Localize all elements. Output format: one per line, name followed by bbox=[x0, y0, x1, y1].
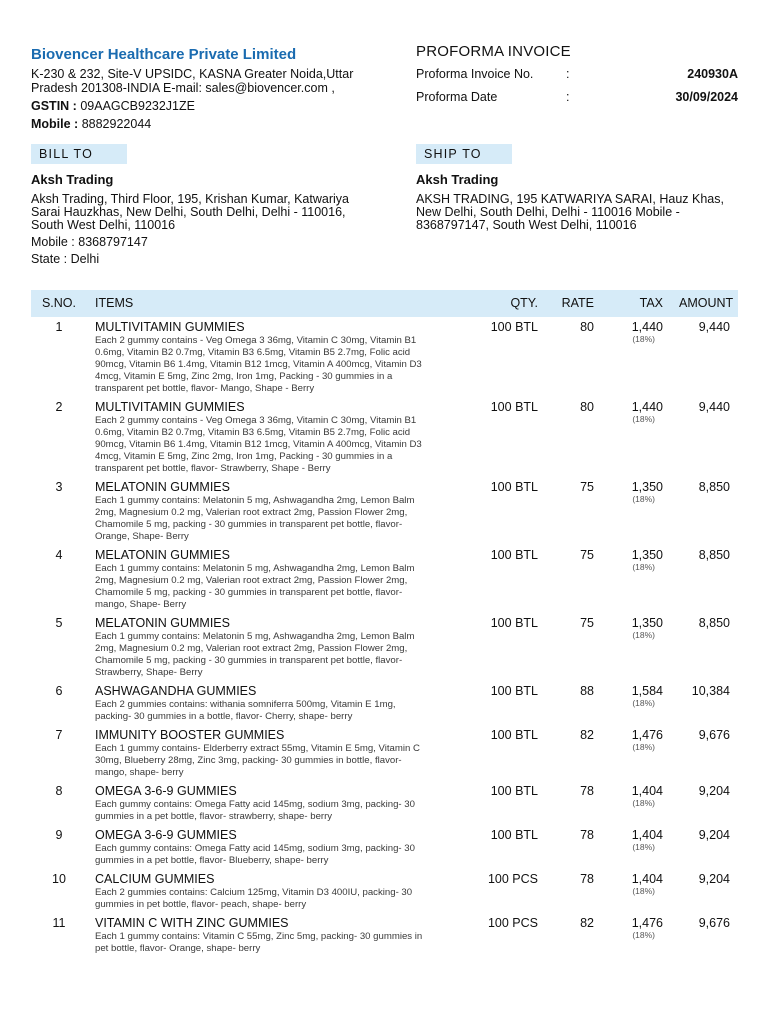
row-amount-text: 8,850 bbox=[698, 616, 730, 630]
item-description: Each 1 gummy contains: Vitamin C 55mg, Zinc 5mg, packing- 30 gummies in pet bottle, flavor- Orange, shape- berry bbox=[95, 931, 423, 954]
row-sno bbox=[31, 913, 87, 957]
row-qty bbox=[437, 913, 546, 957]
row-sno-text: 8 bbox=[55, 784, 63, 798]
ship-to-name: Aksh Trading bbox=[416, 172, 499, 187]
tax-rate: (18%) bbox=[632, 742, 655, 752]
items-table-header bbox=[31, 290, 738, 317]
row-rate-text: 80 bbox=[580, 400, 594, 414]
row-sno-text: 2 bbox=[55, 400, 63, 414]
tax-amount: 1,350 bbox=[631, 480, 663, 494]
row-tax bbox=[602, 317, 671, 397]
row-item bbox=[87, 397, 437, 477]
header-tax: TAX bbox=[639, 296, 663, 310]
tax-amount: 1,476 bbox=[631, 916, 663, 930]
row-tax bbox=[602, 681, 671, 725]
row-item bbox=[87, 681, 437, 725]
row-qty-text: 100 BTL bbox=[490, 684, 538, 698]
row-item bbox=[87, 869, 437, 913]
row-amount bbox=[671, 681, 738, 725]
bill-to-block bbox=[31, 171, 361, 266]
row-rate-text: 78 bbox=[580, 784, 594, 798]
item-title: MELATONIN GUMMIES bbox=[95, 616, 230, 630]
header-qty: QTY. bbox=[510, 296, 538, 310]
row-tax bbox=[602, 869, 671, 913]
row-sno-text: 7 bbox=[55, 728, 63, 742]
tax-rate: (18%) bbox=[632, 930, 655, 940]
item-description: Each 1 gummy contains- Elderberry extract 55mg, Vitamin E 5mg, Vitamin C 30mg, Blueberry 28mg, Zinc 3mg, packing- 30 gummies in bottle, flavor- mango, shape- berry bbox=[95, 743, 420, 778]
item-title: IMMUNITY BOOSTER GUMMIES bbox=[95, 728, 285, 742]
row-amount-text: 8,850 bbox=[698, 548, 730, 562]
tax-amount: 1,404 bbox=[631, 872, 663, 886]
items-table bbox=[31, 290, 738, 957]
table-row bbox=[31, 825, 738, 869]
row-sno bbox=[31, 477, 87, 545]
row-sno bbox=[31, 725, 87, 781]
row-amount-text: 9,204 bbox=[698, 828, 730, 842]
tax-rate: (18%) bbox=[632, 630, 655, 640]
row-qty bbox=[437, 317, 546, 397]
row-tax bbox=[602, 781, 671, 825]
row-qty-text: 100 BTL bbox=[490, 828, 538, 842]
ship-to-tag: SHIP TO bbox=[416, 144, 512, 164]
row-rate bbox=[546, 545, 602, 613]
row-sno-text: 5 bbox=[55, 616, 63, 630]
row-rate-text: 78 bbox=[580, 872, 594, 886]
tax-amount: 1,440 bbox=[631, 320, 663, 334]
table-row bbox=[31, 913, 738, 957]
tax-rate: (18%) bbox=[632, 562, 655, 572]
row-amount-text: 8,850 bbox=[698, 480, 730, 494]
row-tax bbox=[602, 725, 671, 781]
table-row bbox=[31, 477, 738, 545]
item-title: MELATONIN GUMMIES bbox=[95, 548, 230, 562]
row-sno-text: 1 bbox=[55, 320, 63, 334]
company-address: K-230 & 232, Site-V UPSIDC, KASNA Greater Noida,Uttar Pradesh 201308-INDIA E-mail: sales@biovencer.com , bbox=[31, 67, 354, 95]
row-rate bbox=[546, 613, 602, 681]
mobile-value: 8882922044 bbox=[81, 117, 152, 131]
row-qty-text: 100 BTL bbox=[490, 400, 538, 414]
tax-rate: (18%) bbox=[632, 698, 655, 708]
row-amount-text: 9,440 bbox=[698, 400, 730, 414]
row-amount bbox=[671, 781, 738, 825]
item-title: MULTIVITAMIN GUMMIES bbox=[95, 320, 245, 334]
tax-rate: (18%) bbox=[632, 842, 655, 852]
bill-to-name: Aksh Trading bbox=[31, 172, 114, 187]
row-qty-text: 100 BTL bbox=[490, 616, 538, 630]
row-qty bbox=[437, 545, 546, 613]
invoice-number-row bbox=[416, 64, 738, 85]
item-description: Each 2 gummy contains - Veg Omega 3 36mg, Vitamin C 30mg, Vitamin B1 0.6mg, Vitamin B2 0.7mg, Vitamin B3 6.5mg, Vitamin B5 2.7mg, Folic acid 90mcg, Vitamin B6 1.4mg, Vitamin B12 1mcg, Vitamin A 400mcg, Vitamin D3 4mcg, Vitamin E 5mg, Zinc 2mg, Iron 1mg, Packing - 30 gummies in a transparent pet bottle, flavor- Strawberry, Shape - Berry bbox=[95, 415, 422, 474]
item-description: Each 1 gummy contains: Melatonin 5 mg, Ashwagandha 2mg, Lemon Balm 2mg, Magnesium 0.2 mg, Valerian root extract 2mg, Passion Flower 2mg, Chamomile 5 mg, packing - 30 gummies in transparent pet bottle, flavor- mango, Shape- Berry bbox=[95, 563, 415, 610]
row-item bbox=[87, 613, 437, 681]
row-sno bbox=[31, 781, 87, 825]
row-amount bbox=[671, 825, 738, 869]
item-title: CALCIUM GUMMIES bbox=[95, 872, 215, 886]
invoice-number-label: Proforma Invoice No. bbox=[416, 67, 534, 81]
row-qty-text: 100 PCS bbox=[487, 916, 538, 930]
row-item bbox=[87, 477, 437, 545]
invoice-date-row bbox=[416, 87, 738, 108]
table-row bbox=[31, 869, 738, 913]
row-amount bbox=[671, 869, 738, 913]
tax-rate: (18%) bbox=[632, 334, 655, 344]
row-amount bbox=[671, 913, 738, 957]
items-table-body bbox=[31, 317, 738, 957]
row-amount-text: 9,204 bbox=[698, 872, 730, 886]
gstin-value: 09AAGCB9232J1ZE bbox=[80, 99, 195, 113]
row-sno bbox=[31, 397, 87, 477]
row-sno-text: 11 bbox=[52, 916, 66, 930]
ship-to-address: AKSH TRADING, 195 KATWARIYA SARAI, Hauz Khas, New Delhi, South Delhi, Delhi - 110016 Mobile - 8368797147, South West Delhi, 110016 bbox=[416, 192, 724, 232]
row-rate-text: 75 bbox=[580, 548, 594, 562]
row-tax bbox=[602, 613, 671, 681]
row-rate-text: 82 bbox=[580, 728, 594, 742]
item-title: OMEGA 3-6-9 GUMMIES bbox=[95, 828, 237, 842]
row-rate bbox=[546, 477, 602, 545]
item-description: Each gummy contains: Omega Fatty acid 145mg, sodium 3mg, packing- 30 gummies in a pet bottle, flavor- strawberry, shape- berry bbox=[95, 799, 415, 822]
row-rate bbox=[546, 397, 602, 477]
row-rate-text: 75 bbox=[580, 480, 594, 494]
row-amount bbox=[671, 545, 738, 613]
row-tax bbox=[602, 913, 671, 957]
bill-to-mobile-value: 8368797147 bbox=[78, 235, 148, 249]
company-block bbox=[31, 45, 381, 131]
company-gstin bbox=[31, 99, 381, 113]
row-amount-text: 9,440 bbox=[698, 320, 730, 334]
row-amount bbox=[671, 317, 738, 397]
row-item bbox=[87, 781, 437, 825]
tax-amount: 1,584 bbox=[631, 684, 663, 698]
row-rate bbox=[546, 913, 602, 957]
invoice-number-colon: : bbox=[566, 67, 570, 81]
header-amount: AMOUNT bbox=[679, 296, 734, 310]
row-item bbox=[87, 913, 437, 957]
bill-to-state bbox=[31, 252, 361, 266]
row-sno bbox=[31, 825, 87, 869]
company-name: Biovencer Healthcare Private Limited bbox=[31, 46, 297, 63]
table-row bbox=[31, 317, 738, 397]
table-row bbox=[31, 781, 738, 825]
row-amount bbox=[671, 397, 738, 477]
row-amount-text: 9,204 bbox=[698, 784, 730, 798]
tax-amount: 1,404 bbox=[631, 784, 663, 798]
row-qty bbox=[437, 681, 546, 725]
tax-rate: (18%) bbox=[632, 494, 655, 504]
row-amount bbox=[671, 613, 738, 681]
row-amount-text: 9,676 bbox=[698, 728, 730, 742]
row-qty bbox=[437, 613, 546, 681]
tax-rate: (18%) bbox=[632, 414, 655, 424]
row-rate bbox=[546, 317, 602, 397]
invoice-date-label: Proforma Date bbox=[416, 90, 498, 104]
mobile-label: Mobile : bbox=[31, 117, 79, 131]
bill-to-mobile bbox=[31, 235, 361, 249]
row-qty-text: 100 PCS bbox=[487, 872, 538, 886]
row-sno bbox=[31, 869, 87, 913]
row-rate bbox=[546, 781, 602, 825]
row-tax bbox=[602, 825, 671, 869]
tax-amount: 1,440 bbox=[631, 400, 663, 414]
bill-to-tag: BILL TO bbox=[31, 144, 127, 164]
row-sno bbox=[31, 317, 87, 397]
item-description: Each 2 gummies contains: withania somniferra 500mg, Vitamin E 1mg, packing- 30 gummies in a bottle, flavor- Cherry, shape- berry bbox=[95, 699, 396, 722]
proforma-title: PROFORMA INVOICE bbox=[416, 43, 571, 60]
table-row bbox=[31, 725, 738, 781]
row-sno-text: 4 bbox=[55, 548, 63, 562]
invoice-number-value: 240930A bbox=[687, 67, 738, 81]
bill-to-mobile-label: Mobile : bbox=[31, 235, 75, 249]
item-description: Each 1 gummy contains: Melatonin 5 mg, Ashwagandha 2mg, Lemon Balm 2mg, Magnesium 0.2 mg, Valerian root extract 2mg, Passion Flower 2mg, Chamomile 5 mg, packing - 30 gummies in transparent pet bottle, flavor- Orange, Shape- Berry bbox=[95, 495, 415, 542]
row-sno-text: 3 bbox=[55, 480, 63, 494]
invoice-date-colon: : bbox=[566, 90, 570, 104]
row-rate-text: 88 bbox=[580, 684, 594, 698]
row-qty-text: 100 BTL bbox=[490, 548, 538, 562]
tax-amount: 1,350 bbox=[631, 616, 663, 630]
row-qty-text: 100 BTL bbox=[490, 480, 538, 494]
row-sno bbox=[31, 545, 87, 613]
row-amount-text: 10,384 bbox=[691, 684, 730, 698]
row-rate bbox=[546, 825, 602, 869]
item-description: Each 2 gummies contains: Calcium 125mg, Vitamin D3 400IU, packing- 30 gummies in pet bottle, flavor- peach, shape- berry bbox=[95, 887, 413, 910]
row-qty bbox=[437, 725, 546, 781]
row-rate bbox=[546, 869, 602, 913]
bill-to-state-value: Delhi bbox=[70, 252, 100, 266]
tax-amount: 1,476 bbox=[631, 728, 663, 742]
row-rate-text: 80 bbox=[580, 320, 594, 334]
row-tax bbox=[602, 397, 671, 477]
gstin-label: GSTIN : bbox=[31, 99, 77, 113]
row-amount-text: 9,676 bbox=[698, 916, 730, 930]
tax-amount: 1,350 bbox=[631, 548, 663, 562]
row-sno bbox=[31, 681, 87, 725]
item-description: Each 2 gummy contains - Veg Omega 3 36mg, Vitamin C 30mg, Vitamin B1 0.6mg, Vitamin B2 0.7mg, Vitamin B3 6.5mg, Vitamin B5 2.7mg, Folic acid 90mcg, Vitamin B6 1.4mg, Vitamin B12 1mcg, Vitamin A 400mcg, Vitamin D3 4mcg, Vitamin E 5mg, Zinc 2mg, Iron 1mg, Packing - 30 gummies in a transparent pet bottle, flavor- Mango, Shape - Berry bbox=[95, 335, 422, 394]
row-rate bbox=[546, 725, 602, 781]
row-qty bbox=[437, 781, 546, 825]
header-sno: S.NO. bbox=[41, 296, 77, 310]
item-title: OMEGA 3-6-9 GUMMIES bbox=[95, 784, 237, 798]
row-tax bbox=[602, 545, 671, 613]
row-sno-text: 10 bbox=[52, 872, 66, 886]
table-row bbox=[31, 397, 738, 477]
row-item bbox=[87, 545, 437, 613]
item-description: Each 1 gummy contains: Melatonin 5 mg, Ashwagandha 2mg, Lemon Balm 2mg, Magnesium 0.2 mg, Valerian root extract 2mg, Passion Flower 2mg, Chamomile 5 mg, packing - 30 gummies in transparent pet bottle, flavor- Strawberry, Shape- Berry bbox=[95, 631, 415, 678]
invoice-date-value: 30/09/2024 bbox=[675, 90, 738, 104]
row-item bbox=[87, 725, 437, 781]
item-title: ASHWAGANDHA GUMMIES bbox=[95, 684, 257, 698]
row-qty-text: 100 BTL bbox=[490, 320, 538, 334]
row-qty bbox=[437, 397, 546, 477]
row-sno bbox=[31, 613, 87, 681]
row-qty-text: 100 BTL bbox=[490, 784, 538, 798]
row-sno-text: 6 bbox=[55, 684, 63, 698]
row-amount bbox=[671, 477, 738, 545]
company-mobile bbox=[31, 117, 381, 131]
row-sno-text: 9 bbox=[55, 828, 63, 842]
table-row bbox=[31, 613, 738, 681]
row-tax bbox=[602, 477, 671, 545]
row-rate-text: 78 bbox=[580, 828, 594, 842]
table-row bbox=[31, 681, 738, 725]
row-item bbox=[87, 317, 437, 397]
item-title: MELATONIN GUMMIES bbox=[95, 480, 230, 494]
row-qty-text: 100 BTL bbox=[490, 728, 538, 742]
header-rate: RATE bbox=[561, 296, 594, 310]
row-rate-text: 75 bbox=[580, 616, 594, 630]
table-row bbox=[31, 545, 738, 613]
row-rate-text: 82 bbox=[580, 916, 594, 930]
proforma-block bbox=[416, 42, 738, 108]
row-qty bbox=[437, 825, 546, 869]
tax-rate: (18%) bbox=[632, 798, 655, 808]
bill-to-address: Aksh Trading, Third Floor, 195, Krishan Kumar, Katwariya Sarai Hauzkhas, New Delhi, South Delhi, Delhi - 110016, South West Delhi, 110016 bbox=[31, 192, 349, 232]
tax-rate: (18%) bbox=[632, 886, 655, 896]
row-item bbox=[87, 825, 437, 869]
row-qty bbox=[437, 477, 546, 545]
item-title: VITAMIN C WITH ZINC GUMMIES bbox=[95, 916, 289, 930]
row-amount bbox=[671, 725, 738, 781]
header-items: ITEMS bbox=[95, 296, 134, 310]
item-title: MULTIVITAMIN GUMMIES bbox=[95, 400, 245, 414]
bill-to-state-label: State : bbox=[31, 252, 68, 266]
ship-to-block bbox=[416, 171, 746, 232]
row-qty bbox=[437, 869, 546, 913]
tax-amount: 1,404 bbox=[631, 828, 663, 842]
item-description: Each gummy contains: Omega Fatty acid 145mg, sodium 3mg, packing- 30 gummies in a pet bottle, flavor- Blueberry, shape- berry bbox=[95, 843, 415, 866]
row-rate bbox=[546, 681, 602, 725]
